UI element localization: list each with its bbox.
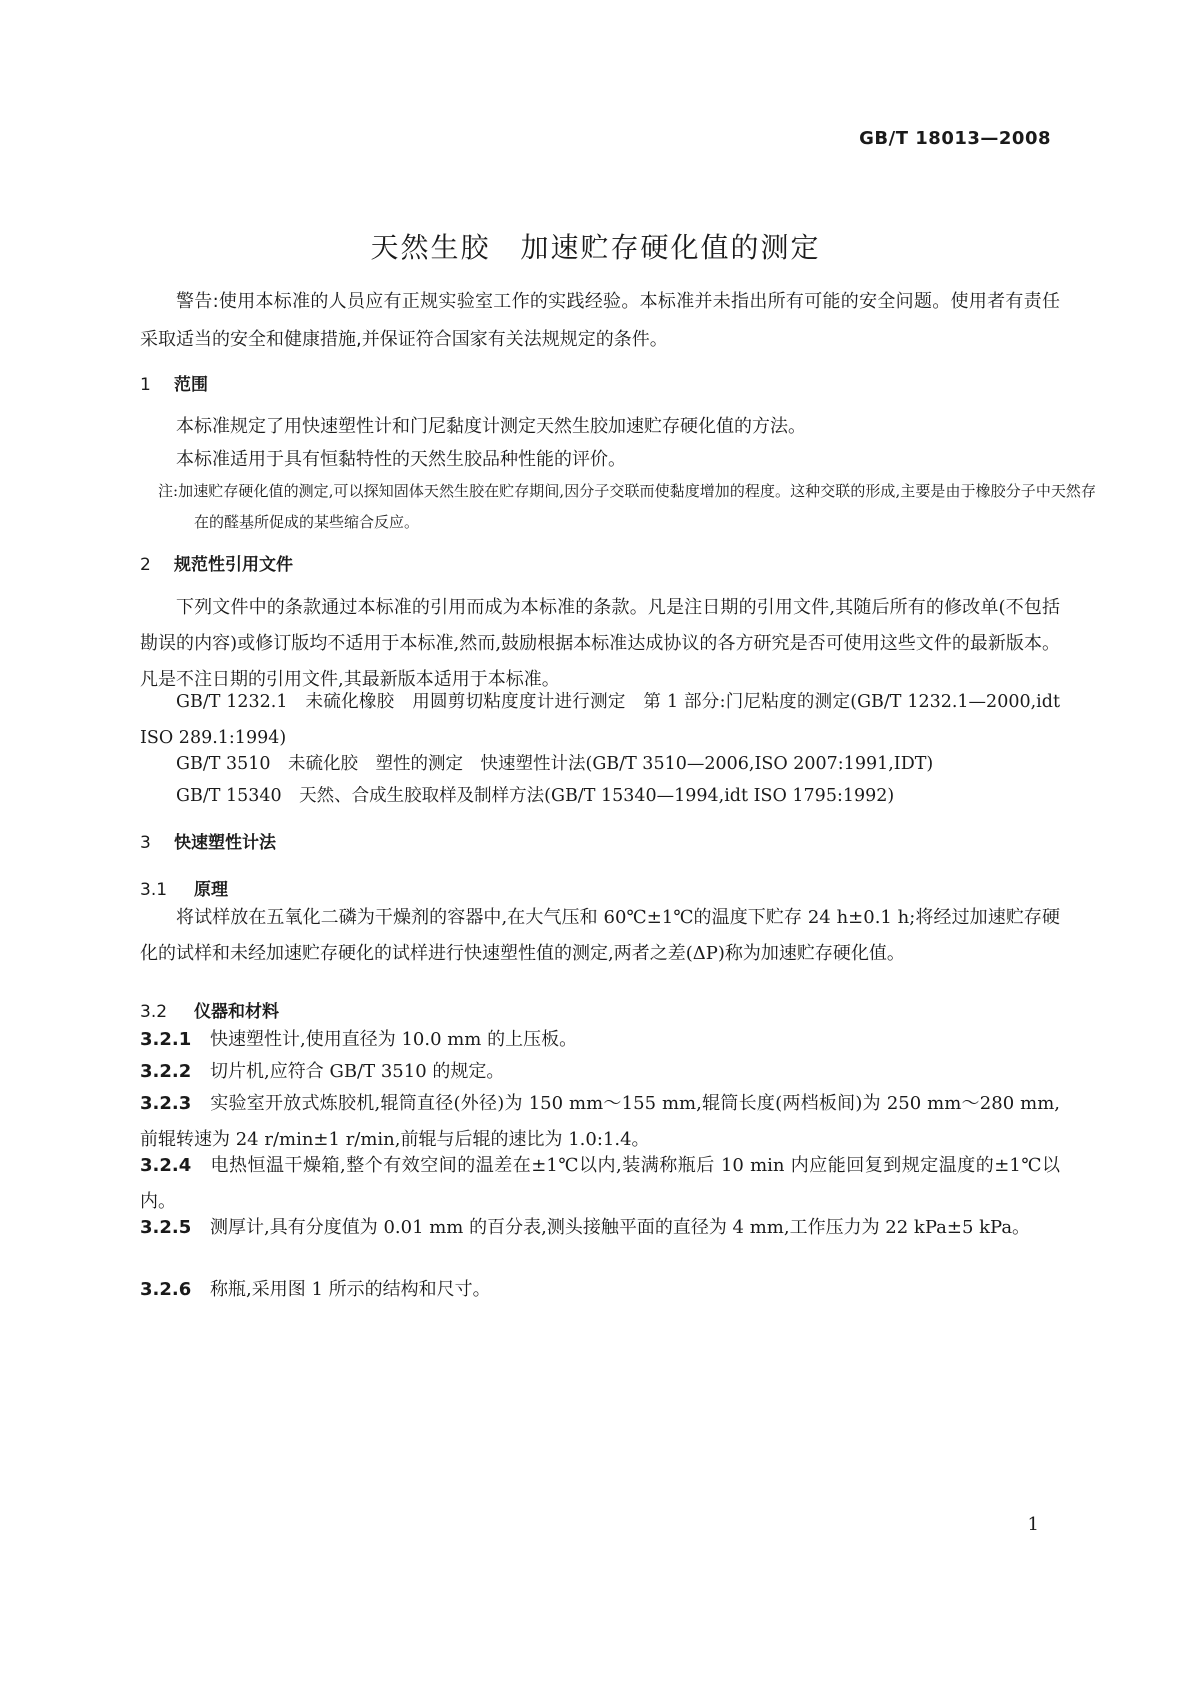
clause-text: 切片机,应符合 GB/T 3510 的规定。 — [210, 1061, 505, 1082]
section-1-paragraph-1: 本标准规定了用快速塑性计和门尼黏度计测定天然生胶加速贮存硬化值的方法。 — [176, 416, 806, 437]
section-2-number: 2 — [140, 555, 151, 575]
section-3-1-number: 3.1 — [140, 880, 168, 900]
clause-3-2-5 — [140, 1210, 1060, 1246]
page-number: 1 — [1027, 1514, 1039, 1535]
section-1-paragraph-2: 本标准适用于具有恒黏特性的天然生胶品种性能的评价。 — [176, 449, 626, 470]
section-3-title: 快速塑性计法 — [174, 833, 276, 853]
clause-number: 3.2.1 — [140, 1029, 192, 1050]
document-title: 天然生胶 加速贮存硬化值的测定 — [370, 231, 821, 264]
section-2-heading — [140, 550, 1060, 575]
clause-text: 快速塑性计,使用直径为 10.0 mm 的上压板。 — [210, 1029, 578, 1050]
clause-3-2-2 — [140, 1054, 1060, 1090]
section-1-note: 注:加速贮存硬化值的测定,可以探知固体天然生胶在贮存期间,因分子交联而使黏度增加的程度。这种交联的形成,主要是由于橡胶分子中天然存在的醛基所促成的某些缩合反应。 — [158, 482, 1096, 531]
clause-number: 3.2.6 — [140, 1279, 192, 1300]
section-3-2-heading — [140, 997, 1060, 1022]
clause-number: 3.2.3 — [140, 1093, 192, 1114]
section-3-1-heading — [140, 875, 1060, 900]
standard-code: GB/T 18013—2008 — [859, 128, 1051, 149]
clause-text: 电热恒温干燥箱,整个有效空间的温差在±1℃以内,装满称瓶后 10 min 内应能回复到规定温度的±1℃以内。 — [140, 1155, 1060, 1212]
clause-3-2-6 — [140, 1272, 1060, 1308]
clause-number: 3.2.5 — [140, 1217, 192, 1238]
section-1-title: 范围 — [174, 375, 208, 395]
section-2-title: 规范性引用文件 — [174, 555, 293, 575]
section-1-heading — [140, 370, 1060, 395]
section-3-2-title: 仪器和材料 — [194, 1002, 279, 1022]
clause-number: 3.2.2 — [140, 1061, 192, 1082]
section-3-number: 3 — [140, 833, 151, 853]
section-3-2-number: 3.2 — [140, 1002, 168, 1022]
section-3-1-title: 原理 — [194, 880, 228, 900]
clause-text: 称瓶,采用图 1 所示的结构和尺寸。 — [210, 1279, 491, 1300]
clause-3-2-1 — [140, 1022, 1060, 1058]
clause-text: 实验室开放式炼胶机,辊筒直径(外径)为 150 mm～155 mm,辊筒长度(两档板间)为 250 mm～280 mm,前辊转速为 24 r/min±1 r/min,前辊与后辊的速比为 1.0:1.4。 — [140, 1093, 1060, 1150]
reference-item: GB/T 3510 未硫化胶 塑性的测定 快速塑性计法(GB/T 3510—2006,ISO 2007:1991,IDT) — [176, 754, 934, 774]
section-3-heading — [140, 828, 1060, 853]
section-1-number: 1 — [140, 375, 151, 395]
clause-number: 3.2.4 — [140, 1155, 192, 1176]
warning-paragraph: 警告:使用本标准的人员应有正规实验室工作的实践经验。本标准并未指出所有可能的安全问题。使用者有责任采取适当的安全和健康措施,并保证符合国家有关法规规定的条件。 — [140, 291, 1060, 350]
section-2-paragraph: 下列文件中的条款通过本标准的引用而成为本标准的条款。凡是注日期的引用文件,其随后所有的修改单(不包括勘误的内容)或修订版均不适用于本标准,然而,鼓励根据本标准达成协议的各方研究是否可使用这些文件的最新版本。凡是不注日期的引用文件,其最新版本适用于本标准。 — [140, 597, 1060, 690]
clause-text: 测厚计,具有分度值为 0.01 mm 的百分表,测头接触平面的直径为 4 mm,工作压力为 22 kPa±5 kPa。 — [210, 1217, 1031, 1238]
reference-item: GB/T 1232.1 未硫化橡胶 用圆剪切粘度度计进行测定 第 1 部分:门尼粘度的测定(GB/T 1232.1—2000,idt ISO 289.1:1994) — [140, 692, 1060, 748]
reference-item: GB/T 15340 天然、合成生胶取样及制样方法(GB/T 15340—1994,idt ISO 1795:1992) — [176, 786, 895, 806]
section-3-1-text: 将试样放在五氧化二磷为干燥剂的容器中,在大气压和 60℃±1℃的温度下贮存 24 h±0.1 h;将经过加速贮存硬化的试样和未经加速贮存硬化的试样进行快速塑性值的测定,两者之差(ΔP)称为加速贮存硬化值。 — [140, 907, 1060, 964]
